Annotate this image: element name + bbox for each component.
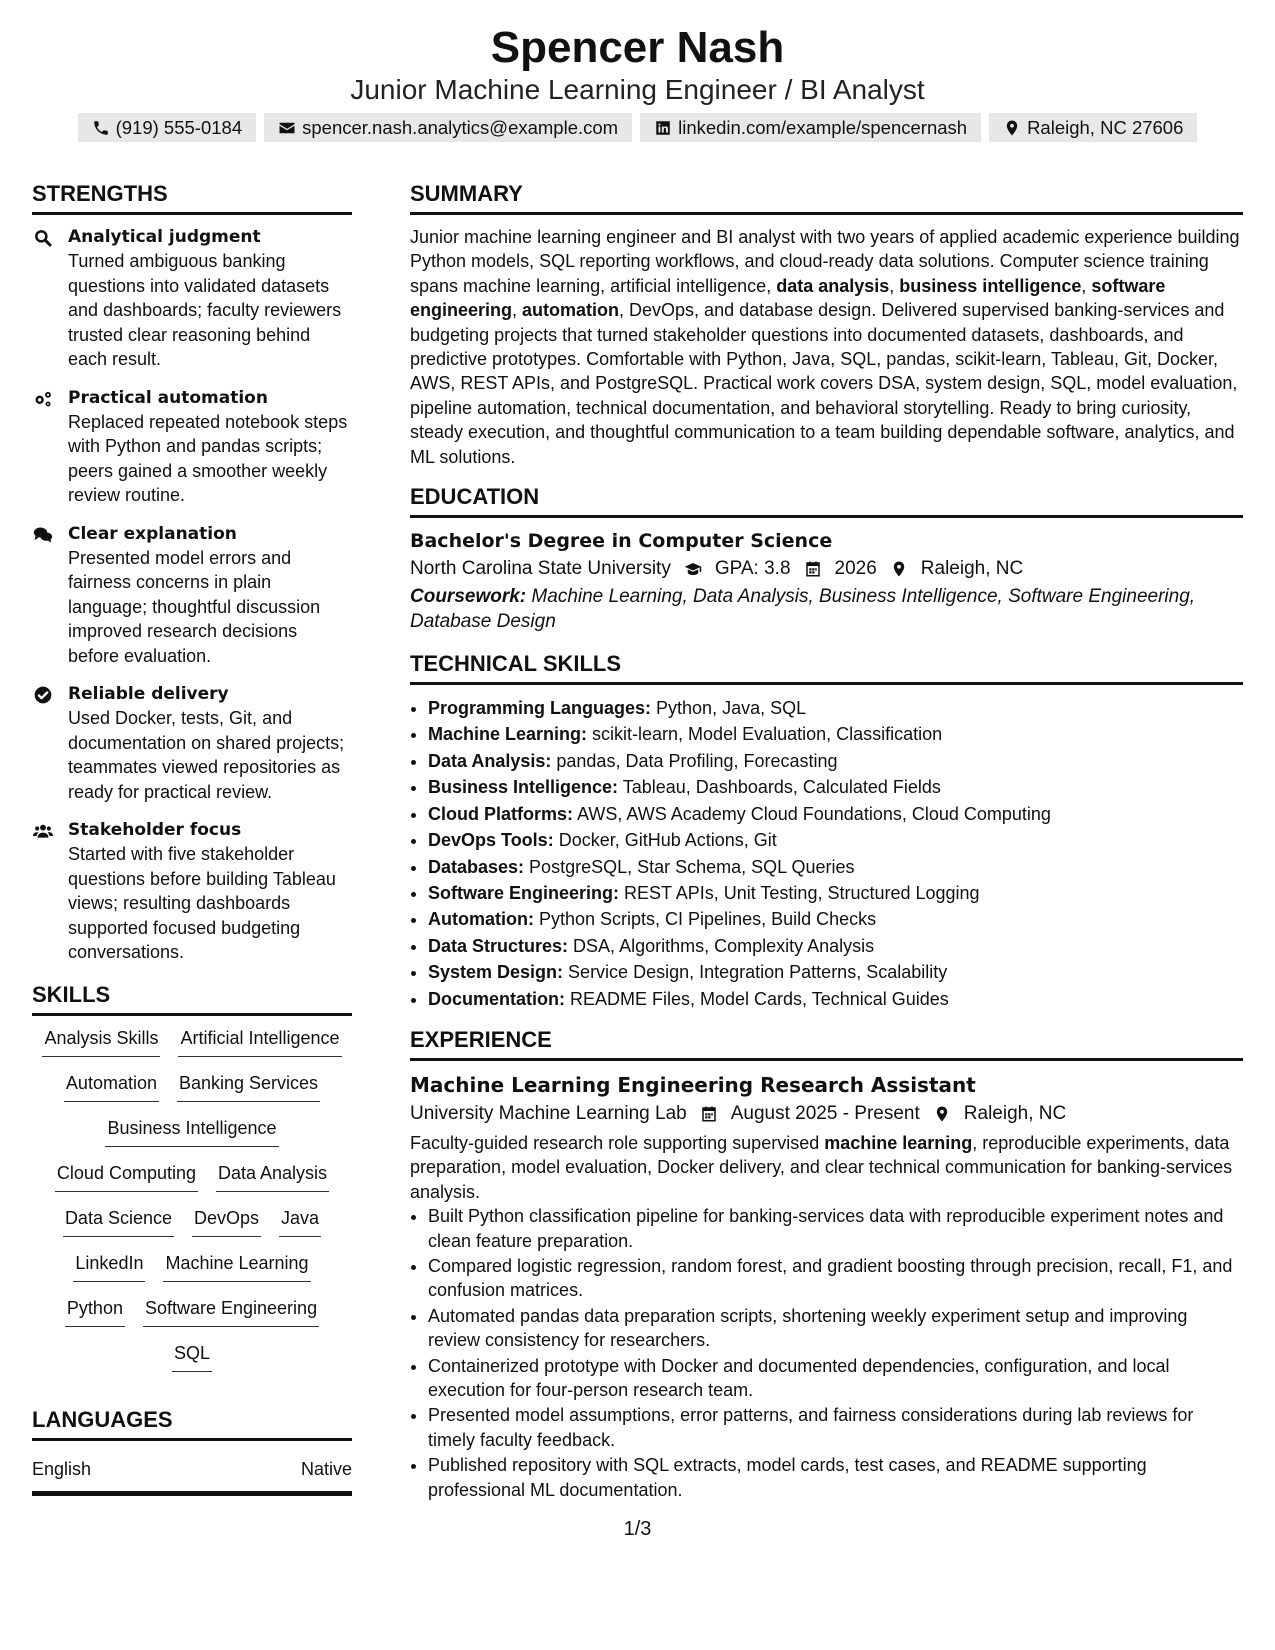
languages-heading: LANGUAGES	[32, 1406, 352, 1441]
skill-tag: Java	[279, 1206, 321, 1237]
job-title: Machine Learning Engineering Research Assistant	[410, 1072, 976, 1097]
strength-desc: Turned ambiguous banking questions into validated datasets and dashboards; faculty reviewers trusted clear reasoning behind each result.	[68, 251, 342, 369]
candidate-title: Junior Machine Learning Engineer / BI Analyst	[350, 74, 925, 105]
strength-title: Analytical judgment	[68, 227, 261, 247]
summary-text: Junior machine learning engineer and BI analyst with two years of applied academic experience building Python models, SQL reporting workflows, and cloud-ready data solutions. Computer science training spans machine learning, artificial intelligence, data analysis, business intelligence, software engineering, automation, DevOps, and database design. Delivered supervised banking-services and budgeting projects that turned stakeholder questions into documented datasets, dashboards, and predictive prototypes. Comfortable with Python, Java, SQL, pandas, scikit-learn, Tableau, Git, Docker, AWS, REST APIs, and PostgreSQL. Practical work covers DSA, system design, SQL, model evaluation, pipeline automation, technical documentation, and behavioral storytelling. Ready to bring curiosity, steady execution, and thoughtful communication to a team building dependable software, analytics, and ML solutions.	[410, 227, 1240, 467]
linkedin-icon	[654, 119, 672, 137]
linkedin-text: linkedin.com/example/spencernash	[678, 116, 968, 138]
skill-tag: DevOps	[192, 1206, 261, 1237]
skill-tag: LinkedIn	[73, 1251, 145, 1282]
candidate-name: Spencer Nash	[490, 23, 785, 72]
email-chip[interactable]	[264, 113, 632, 142]
strength-item	[32, 682, 352, 804]
list-item: • Presented model assumptions, error patterns, and fairness considerations during lab reviews for timely faculty feedback.	[428, 1403, 1243, 1452]
list-item: • Cloud Platforms: AWS, AWS Academy Cloud Foundations, Cloud Computing	[428, 801, 1243, 827]
list-item: • Databases: PostgreSQL, Star Schema, SQL Queries	[428, 854, 1243, 880]
phone-icon	[92, 119, 110, 137]
school-name: North Carolina State University	[410, 558, 671, 580]
list-item: • Documentation: README Files, Model Cards, Technical Guides	[428, 986, 1243, 1012]
skill-tag: Banking Services	[177, 1071, 320, 1102]
education-meta	[410, 554, 1243, 584]
phone-text: (919) 555-0184	[115, 116, 243, 138]
list-item: • Compared logistic regression, random forest, and gradient boosting through precision, recall, F1, and confusion matrices.	[428, 1254, 1243, 1303]
gears-icon	[32, 389, 54, 409]
skills-heading: SKILLS	[32, 981, 352, 1016]
list-item: • Published repository with SQL extracts, model cards, test cases, and README supporting professional ML documentation.	[428, 1453, 1243, 1502]
skill-tag: Machine Learning	[163, 1251, 310, 1282]
left-column	[32, 180, 352, 1496]
coursework: Coursework: Machine Learning, Data Analysis, Business Intelligence, Software Engineering, Database Design	[410, 586, 1196, 633]
skill-tag: Data Analysis	[216, 1161, 329, 1192]
skill-tag: Analysis Skills	[42, 1026, 160, 1057]
job-org: University Machine Learning Lab	[410, 1102, 687, 1124]
page-number: 1/3	[623, 1518, 652, 1540]
list-item: • Containerized prototype with Docker and documented dependencies, configuration, and local execution for four-person research team.	[428, 1354, 1243, 1403]
users-icon	[32, 821, 54, 841]
experience-bullets	[410, 1204, 1243, 1502]
envelope-icon	[278, 119, 296, 137]
skill-tag: Automation	[64, 1071, 159, 1102]
language-level: Native	[300, 1458, 352, 1479]
skill-tag: SQL	[172, 1341, 212, 1372]
list-item: • Automation: Python Scripts, CI Pipelines, Build Checks	[428, 906, 1243, 932]
comments-icon	[32, 525, 54, 545]
strength-item	[32, 386, 352, 508]
strength-title: Reliable delivery	[68, 684, 229, 704]
list-item: • Software Engineering: REST APIs, Unit Testing, Structured Logging	[428, 880, 1243, 906]
strength-item	[32, 818, 352, 965]
calendar-icon	[699, 1105, 719, 1123]
graduation-cap-icon	[683, 560, 703, 578]
list-item: • System Design: Service Design, Integration Patterns, Scalability	[428, 959, 1243, 985]
search-icon	[32, 228, 54, 248]
degree-title: Bachelor's Degree in Computer Science	[410, 530, 833, 553]
language-name: English	[32, 1458, 92, 1479]
strength-item	[32, 225, 352, 372]
job-location: Raleigh, NC	[963, 1102, 1067, 1124]
skill-tag: Python	[65, 1296, 125, 1327]
strength-desc: Used Docker, tests, Git, and documentation on shared projects; teammates viewed repositories as ready for practical review.	[68, 708, 345, 802]
skill-tag: Business Intelligence	[105, 1116, 278, 1147]
strength-title: Stakeholder focus	[68, 820, 242, 840]
education-heading: EDUCATION	[410, 483, 1243, 518]
email-text: spencer.nash.analytics@example.com	[302, 116, 619, 138]
gpa: GPA: 3.8	[714, 558, 791, 580]
strengths-heading: STRENGTHS	[32, 180, 352, 215]
technical-skills-heading: TECHNICAL SKILLS	[410, 650, 1243, 685]
map-marker-icon	[889, 560, 909, 578]
experience-heading: EXPERIENCE	[410, 1026, 1243, 1061]
skill-tag: Data Science	[63, 1206, 174, 1237]
graduation-year: 2026	[834, 558, 877, 580]
language-row	[32, 1457, 352, 1496]
list-item: • Business Intelligence: Tableau, Dashboards, Calculated Fields	[428, 774, 1243, 800]
contact-bar	[0, 113, 1275, 142]
skill-tag: Cloud Computing	[55, 1161, 198, 1192]
summary-heading: SUMMARY	[410, 180, 1243, 215]
job-dates: August 2025 - Present	[730, 1102, 920, 1124]
skill-tag: Artificial Intelligence	[178, 1026, 341, 1057]
location-chip	[989, 113, 1197, 142]
linkedin-chip[interactable]	[640, 113, 981, 142]
phone-chip[interactable]	[78, 113, 257, 142]
list-item: • Automated pandas data preparation scripts, shortening weekly experiment setup and improving review consistency for researchers.	[428, 1304, 1243, 1353]
map-marker-icon	[1003, 119, 1021, 137]
strength-desc: Replaced repeated notebook steps with Python and pandas scripts; peers gained a smoother weekly review routine.	[68, 411, 348, 505]
list-item: • Data Analysis: pandas, Data Profiling, Forecasting	[428, 748, 1243, 774]
map-marker-icon	[932, 1105, 952, 1123]
strength-title: Clear explanation	[68, 523, 237, 544]
calendar-icon	[803, 560, 823, 578]
list-item: • Machine Learning: scikit-learn, Model Evaluation, Classification	[428, 721, 1243, 747]
school-location: Raleigh, NC	[920, 558, 1024, 580]
strength-title: Practical automation	[68, 387, 268, 408]
list-item: • Data Structures: DSA, Algorithms, Complexity Analysis	[428, 933, 1243, 959]
location-text: Raleigh, NC 27606	[1027, 116, 1184, 138]
strength-desc: Started with five stakeholder questions before building Tableau views; resulting dashboards supported focused budgeting conversations.	[68, 844, 336, 962]
list-item: • DevOps Tools: Docker, GitHub Actions, Git	[428, 827, 1243, 853]
technical-skills-list	[410, 695, 1243, 1012]
check-circle-icon	[32, 685, 54, 705]
right-column	[410, 180, 1243, 1503]
list-item: • Built Python classification pipeline for banking-services data with reproducible experiment notes and clean feature preparation.	[428, 1204, 1243, 1253]
list-item: • Programming Languages: Python, Java, SQL	[428, 695, 1243, 721]
strength-desc: Presented model errors and fairness concerns in plain language; thoughtful discussion improved research decisions before evaluation.	[68, 547, 321, 666]
skills-tag-cloud	[32, 1026, 352, 1386]
job-description: Faculty-guided research role supporting supervised machine learning, reproducible experiments, data preparation, model evaluation, Docker delivery, and clear technical communication for banking-services analysis.	[410, 1132, 1233, 1202]
skill-tag: Software Engineering	[143, 1296, 319, 1327]
strength-item	[32, 522, 352, 669]
job-meta	[410, 1099, 1243, 1129]
